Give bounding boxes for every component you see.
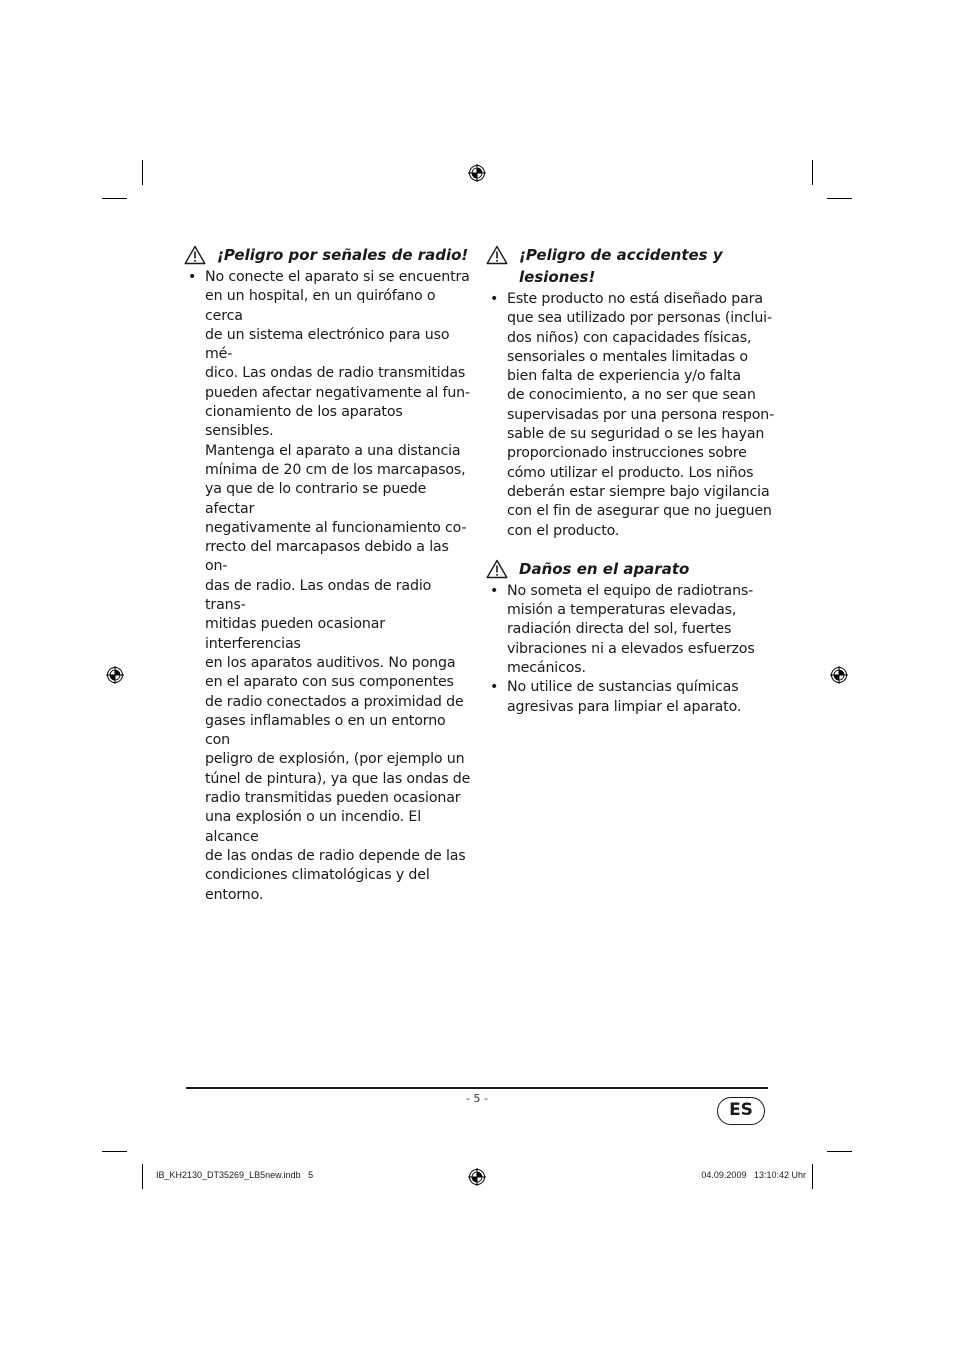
list-item	[184, 268, 474, 905]
warning-triangle-icon	[184, 245, 206, 265]
language-badge: ES	[717, 1097, 765, 1125]
section-spacer	[486, 541, 776, 558]
list-item-line: das de radio. Las ondas de radio trans-	[205, 577, 432, 614]
crop-mark	[142, 160, 143, 185]
list-item-line: mitidas pueden ocasionar interferencias	[205, 616, 385, 652]
list-item-line: condiciones climatológicas y del entorno.	[205, 867, 430, 903]
bullet-glyph: •	[490, 582, 499, 599]
list-item-line: pueden afectar negativamente al fun-	[205, 384, 470, 401]
crop-mark	[102, 198, 127, 199]
list-item	[486, 582, 776, 678]
footer-rule	[186, 1087, 768, 1089]
list-item-line: mecánicos.	[507, 660, 586, 677]
list-item-line: sensoriales o mentales limitadas o	[507, 348, 748, 365]
print-timestamp: 04.09.2009 13:10:42 Uhr	[701, 1170, 806, 1180]
crop-mark	[142, 1164, 143, 1189]
registration-mark-icon	[830, 666, 848, 684]
section-heading-radio-signals	[184, 244, 474, 266]
list-item-line: deberán estar siempre bajo vigilancia	[507, 483, 770, 500]
registration-mark-icon	[468, 1168, 486, 1186]
list-item-line: una explosión o un incendio. El alcance	[205, 809, 421, 845]
list-item-line: dos niños) con capacidades físicas,	[507, 329, 752, 346]
list-item-line: sable de su seguridad o se les hayan	[507, 426, 765, 443]
list-item-line: Mantenga el aparato a una distancia	[205, 442, 461, 459]
heading-text: lesiones!	[519, 268, 596, 286]
left-column	[184, 244, 474, 905]
list-item-line: No conecte el aparato si se encuentra	[205, 269, 470, 285]
list-item-line: Este producto no está diseñado para	[507, 291, 763, 307]
list-item-line: con el producto.	[507, 522, 620, 539]
list-item	[486, 290, 776, 541]
list-item-line: proporcionado instrucciones sobre	[507, 445, 747, 462]
list-item-line: agresivas para limpiar el aparato.	[507, 698, 742, 715]
page-number: - 5 -	[466, 1092, 488, 1105]
list-item-line: misión a temperaturas elevadas,	[507, 602, 737, 619]
warning-triangle-icon	[486, 245, 508, 265]
list-item-line: gases inflamables o en un entorno con	[205, 712, 446, 749]
bullet-glyph: •	[490, 291, 499, 307]
warning-triangle-icon	[486, 559, 508, 579]
list-item-line: bien falta de experiencia y/o falta	[507, 368, 741, 385]
list-item-line: de radio conectados a proximidad de	[205, 693, 464, 710]
heading-text: ¡Peligro por señales de radio!	[217, 246, 469, 264]
section-heading-device-damage	[486, 558, 776, 580]
list-item-line: con el fin de asegurar que no jueguen	[507, 503, 772, 520]
print-file-info: IB_KH2130_DT35269_LB5new.indb 5	[156, 1170, 314, 1180]
list-item-line: negativamente al funcionamiento co-	[205, 519, 467, 536]
list-item-line: rrecto del marcapasos debido a las on-	[205, 539, 449, 575]
list-item-line: de las ondas de radio depende de las	[205, 847, 466, 864]
list-item-line: dico. Las ondas de radio transmitidas	[205, 365, 466, 382]
list-item-line: radiación directa del sol, fuertes	[507, 621, 732, 638]
list-item-line: túnel de pintura), ya que las ondas de	[205, 770, 471, 787]
registration-mark-icon	[106, 666, 124, 684]
crop-mark	[827, 198, 852, 199]
crop-mark	[827, 1151, 852, 1152]
list-item-line: No someta el equipo de radiotrans-	[507, 582, 754, 599]
list-item-line: peligro de explosión, (por ejemplo un	[205, 751, 465, 768]
list-item-line: que sea utilizado por personas (inclui-	[507, 310, 772, 327]
list-item-line: de un sistema electrónico para uso mé-	[205, 326, 450, 363]
list-item-line: No utilice de sustancias químicas	[507, 679, 739, 696]
list-item-line: mínima de 20 cm de los marcapasos,	[205, 461, 466, 478]
right-column	[486, 244, 776, 717]
crop-mark	[102, 1151, 127, 1152]
list-item-line: vibraciones ni a elevados esfuerzos	[507, 640, 755, 657]
list-item-line: cómo utilizar el producto. Los niños	[507, 464, 754, 481]
crop-mark	[812, 1164, 813, 1189]
crop-mark	[812, 160, 813, 185]
list-item-line: en los aparatos auditivos. No ponga	[205, 654, 456, 671]
list-item-line: cionamiento de los aparatos sensibles.	[205, 404, 403, 440]
list-item-line: de conocimiento, a no ser que sean	[507, 387, 756, 404]
heading-text: ¡Peligro de accidentes y	[519, 246, 723, 264]
bullet-glyph: •	[490, 679, 499, 696]
list-item-line: supervisadas por una persona respon-	[507, 406, 775, 423]
bullet-glyph: •	[188, 269, 197, 285]
list-item	[486, 678, 776, 717]
list-item-line: radio transmitidas pueden ocasionar	[205, 790, 461, 807]
heading-text: Daños en el aparato	[519, 559, 690, 578]
list-item-line: en el aparato con sus componentes	[205, 674, 454, 691]
list-item-line: en un hospital, en un quirófano o cerca	[205, 288, 436, 324]
list-item-line: ya que de lo contrario se puede afectar	[205, 481, 427, 517]
registration-mark-icon	[468, 164, 486, 182]
section-heading-accidents	[486, 244, 776, 288]
